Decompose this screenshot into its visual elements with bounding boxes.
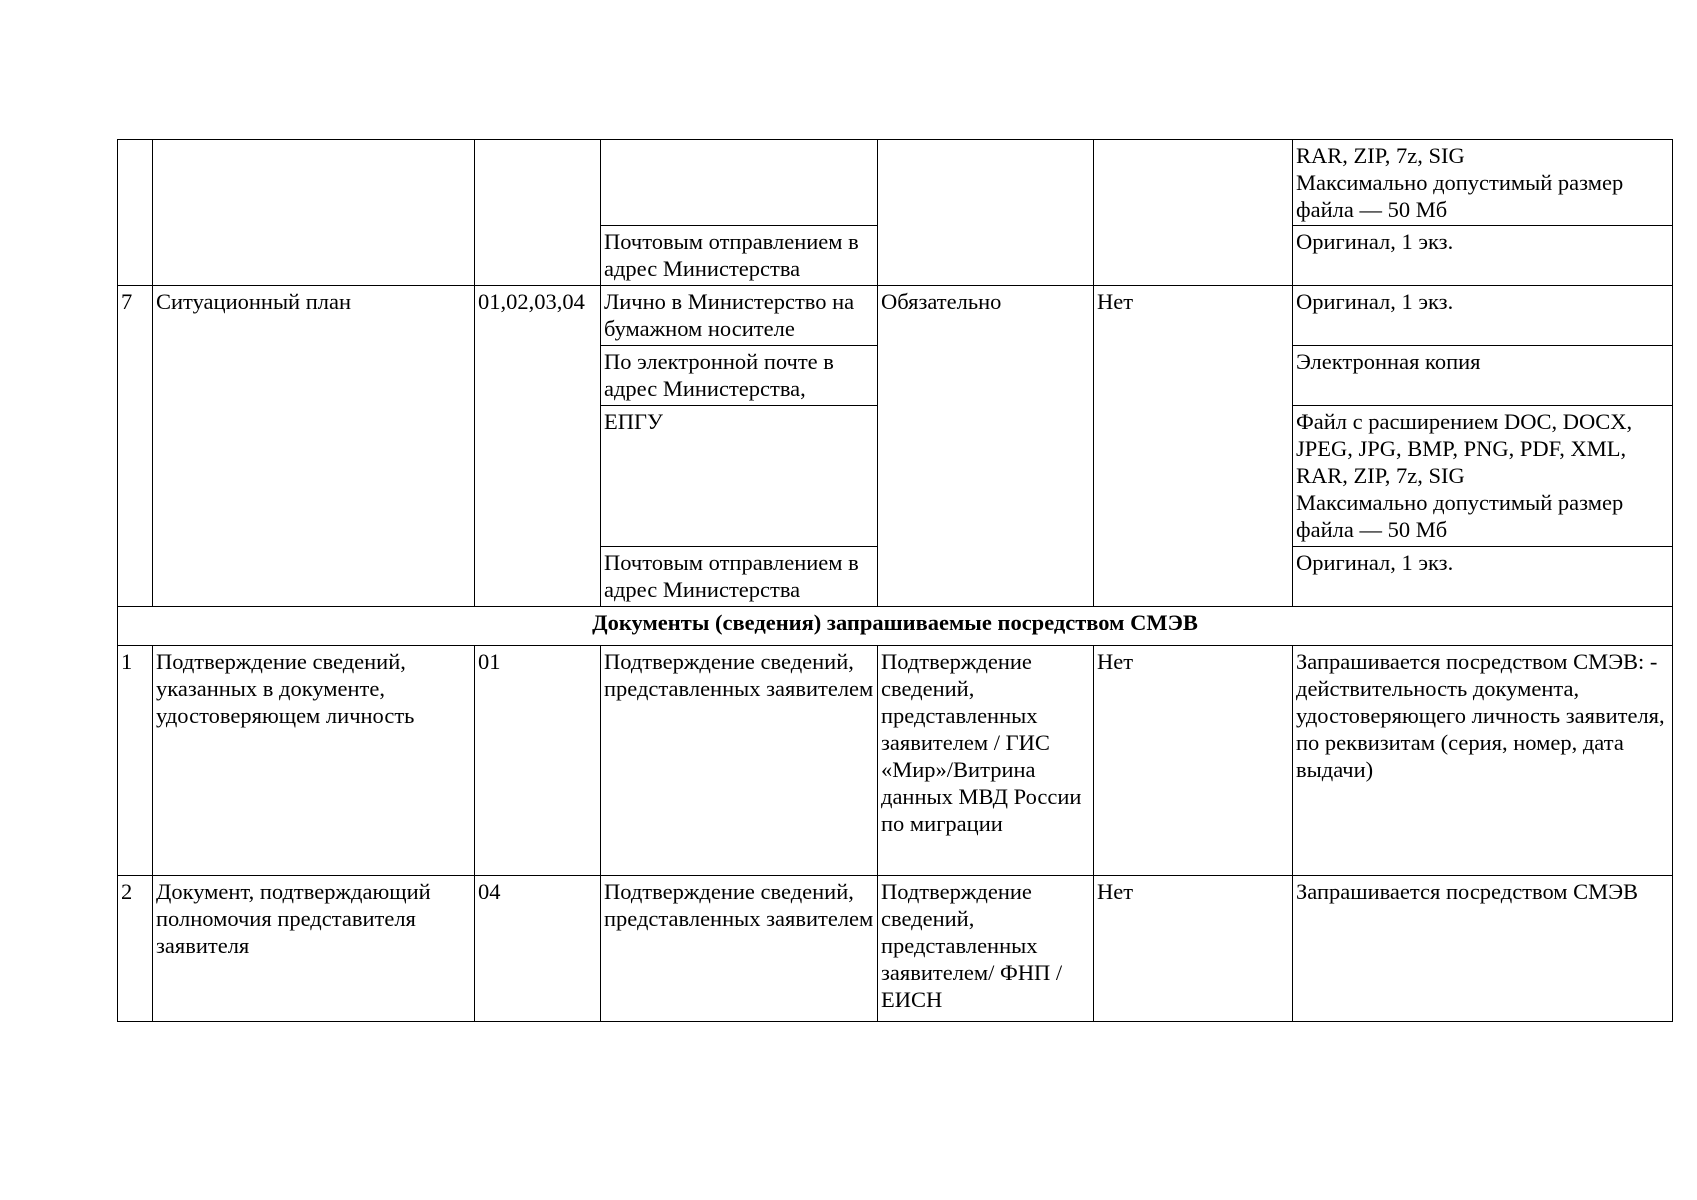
flag: Нет bbox=[1094, 286, 1293, 607]
cell-method: Почтовым отправлением в адрес Министерства bbox=[601, 226, 878, 286]
cell-flag-empty bbox=[1094, 140, 1293, 286]
table-row bbox=[118, 876, 1673, 1022]
section-title: Документы (сведения) запрашиваемые посредством СМЭВ bbox=[118, 607, 1673, 646]
requirement: Обязательно bbox=[878, 286, 1094, 607]
row-number: 7 bbox=[118, 286, 153, 607]
row-number: 2 bbox=[118, 876, 153, 1022]
cell-requirement-empty bbox=[878, 140, 1094, 286]
flag: Нет bbox=[1094, 646, 1293, 876]
applicant-codes: 01,02,03,04 bbox=[475, 286, 601, 607]
document-name: Ситуационный план bbox=[153, 286, 475, 607]
submission-method: Подтверждение сведений, представленных заявителем bbox=[601, 876, 878, 1022]
data-source: Подтверждение сведений, представленных заявителем / ГИС «Мир»/Витрина данных МВД России по миграции bbox=[878, 646, 1094, 876]
row-number: 1 bbox=[118, 646, 153, 876]
cell-codes-empty bbox=[475, 140, 601, 286]
section-header-row bbox=[118, 607, 1673, 646]
table-row bbox=[118, 140, 1673, 226]
table-row bbox=[118, 646, 1673, 876]
submission-method: Подтверждение сведений, представленных заявителем bbox=[601, 646, 878, 876]
submission-method: Почтовым отправлением в адрес Министерства bbox=[601, 547, 878, 607]
submission-format: Файл с расширением DOC, DOCX, JPEG, JPG, BMP, PNG, PDF, XML, RAR, ZIP, 7z, SIG Максимально допустимый размер файла — 50 Мб bbox=[1293, 406, 1673, 547]
submission-method: ЕПГУ bbox=[601, 406, 878, 547]
applicant-codes: 04 bbox=[475, 876, 601, 1022]
cell-format: Оригинал, 1 экз. bbox=[1293, 226, 1673, 286]
submission-method: Лично в Министерство на бумажном носителе bbox=[601, 286, 878, 346]
documents-table bbox=[117, 139, 1673, 1022]
submission-method: По электронной почте в адрес Министерства, bbox=[601, 346, 878, 406]
submission-format: Оригинал, 1 экз. bbox=[1293, 286, 1673, 346]
flag: Нет bbox=[1094, 876, 1293, 1022]
table-row bbox=[118, 286, 1673, 346]
cell-format: RAR, ZIP, 7z, SIG Максимально допустимый размер файла — 50 Мб bbox=[1293, 140, 1673, 226]
data-source: Подтверждение сведений, представленных заявителем/ ФНП / ЕИСН bbox=[878, 876, 1094, 1022]
document-name: Подтверждение сведений, указанных в документе, удостоверяющем личность bbox=[153, 646, 475, 876]
cell-method-empty bbox=[601, 140, 878, 226]
document-name: Документ, подтверждающий полномочия представителя заявителя bbox=[153, 876, 475, 1022]
smev-note: Запрашивается посредством СМЭВ: - действительность документа, удостоверяющего личность заявителя, по реквизитам (серия, номер, дата выдачи) bbox=[1293, 646, 1673, 876]
smev-note: Запрашивается посредством СМЭВ bbox=[1293, 876, 1673, 1022]
cell-name-empty bbox=[153, 140, 475, 286]
applicant-codes: 01 bbox=[475, 646, 601, 876]
submission-format: Оригинал, 1 экз. bbox=[1293, 547, 1673, 607]
cell-num-empty bbox=[118, 140, 153, 286]
submission-format: Электронная копия bbox=[1293, 346, 1673, 406]
